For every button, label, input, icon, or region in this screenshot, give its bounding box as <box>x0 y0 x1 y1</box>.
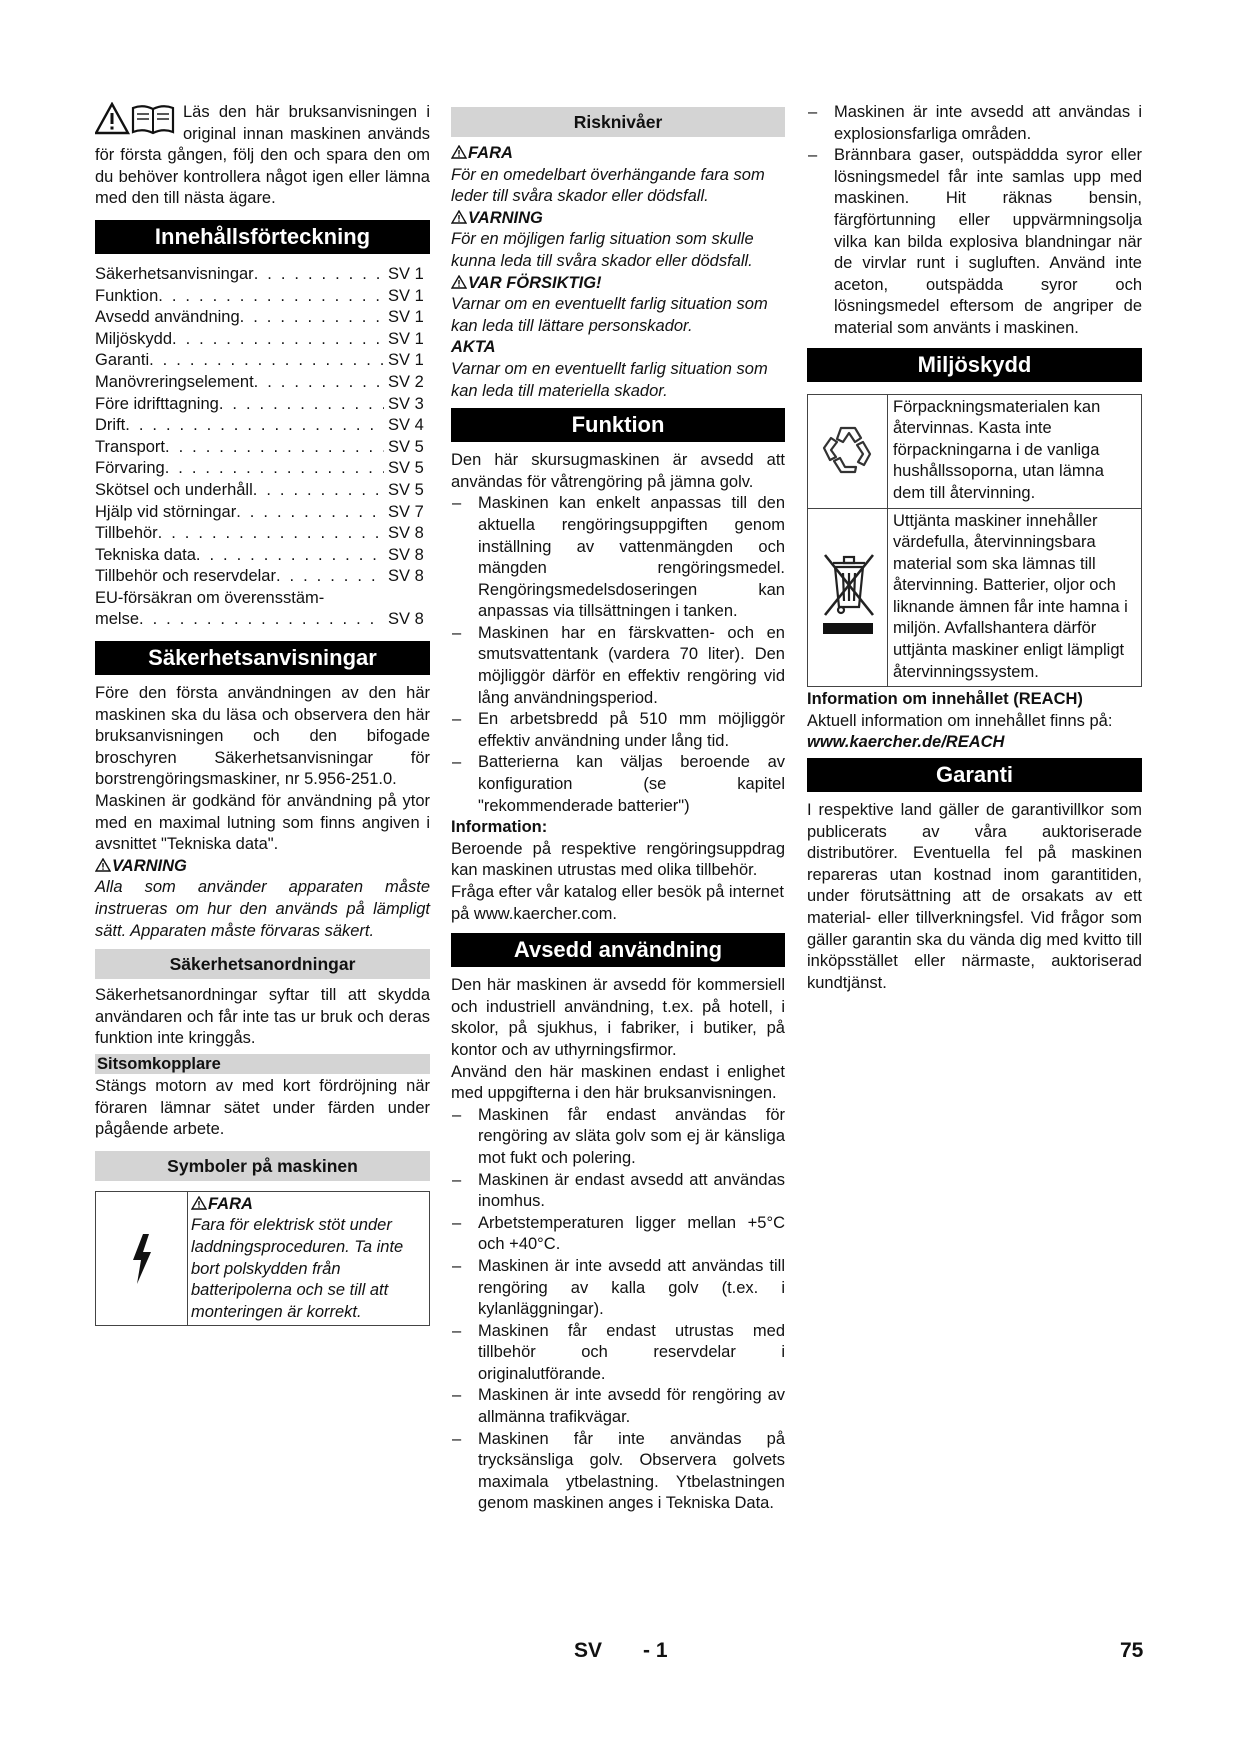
crossed-bin-icon <box>817 547 879 647</box>
column-left <box>95 102 430 1326</box>
environment-table <box>807 394 1142 688</box>
info-label: Information: <box>451 818 548 837</box>
warning-triangle-icon <box>451 275 467 289</box>
safety-devices-heading: Säkerhetsanordningar <box>95 949 430 979</box>
warning-label: VARNING <box>95 856 430 878</box>
toc-heading: Innehållsförteckning <box>95 220 430 254</box>
info-paragraph: Fråga efter vår katalog eller besök på internet på www.kaercher.com. <box>451 883 784 923</box>
list-item: – En arbetsbredd på 510 mm möjliggör effektiv användning under lång tid. <box>451 709 785 752</box>
list-item: – Brännbara gaser, outspäddda syror eller lösningsmedel får inte samlas upp med maskinen. Hit räknas bensin, färgförtunning eller uppvärmningsolja vilka kan bilda explosiva blandningar när de virvlar runt i sugluften. Använd inte aceton, outspädda syror och lösningsmedel eftersom de angriper de material som använts i maskinen. <box>807 145 1142 339</box>
disposal-text: Uttjänta maskiner innehåller värdefulla, återvinningsbara material som ska lämnas till återvinning. Batterier, oljor och liknande ämnen får inte hamna i miljön. Avfallshantera därför uttjänta maskiner enligt lämpligt återvinningssystem. <box>893 511 1128 681</box>
list-item: – Maskinen är endast avsedd att användas inomhus. <box>451 1170 785 1213</box>
intended-paragraph: Den här maskinen är avsedd för kommersiell och industriell användning, t.ex. på hotell, i skolor, på sjukhus, i fabriker, i butiker, på kontor och av uthyrningsfirmor. <box>451 976 785 1059</box>
symbol-warning-title: FARA <box>208 1194 253 1213</box>
toc-item[interactable]: Tekniska data . . . SV 8 <box>95 545 430 567</box>
warning-text: Alla som använder apparaten måste instrueras om hur den används på lämpligt sätt. Apparaten måste förvaras säkert. <box>95 878 430 940</box>
environment-row <box>808 395 1141 508</box>
list-item: – Maskinen har en färskvatten- och en smutsvattentank (vardera 70 liter). Den möjliggör därför en effektiv rengöring vid lång användningsperiod. <box>451 623 785 709</box>
footer-section-page: - 1 <box>643 1639 668 1662</box>
toc-item[interactable]: EU-försäkran om överensstäm- melse . . . SV 8 <box>95 588 430 631</box>
toc-item[interactable]: Säkerhetsanvisningar . . . SV 1 <box>95 264 430 286</box>
toc-item[interactable]: Miljöskydd . . . SV 1 <box>95 329 430 351</box>
list-item: – Maskinen kan enkelt anpassas till den aktuella rengöringsuppgiften genom inställning av vattenmängden och mängden rengöringsmedel. Rengöringsmedelsdoseringen kan anpassas via tillsättningen i tanken. <box>451 493 785 623</box>
list-item: – Maskinen får endast utrustas med tillbehör och reservdelar i originalutförande. <box>451 1321 785 1386</box>
toc-item[interactable]: Tillbehör och reservdelar . . . SV 8 <box>95 566 430 588</box>
reach-link[interactable]: www.kaercher.de/REACH <box>807 733 1005 752</box>
reach-heading: Information om innehållet (REACH) <box>807 690 1083 709</box>
intended-paragraph: Använd den här maskinen endast i enlighet med uppgifterna i den här bruksanvisningen. <box>451 1062 785 1103</box>
symbol-table <box>95 1191 430 1327</box>
list-item: – Maskinen får inte användas på trycksänsliga golv. Observera golvets maximala ytbelastning. Ytbelastningen genom maskinen anges i Tekniska Data. <box>451 1429 785 1515</box>
seat-switch-text: Stängs motorn av med kort fördröjning när föraren lämnar sätet under färden under pågående arbete. <box>95 1076 430 1139</box>
toc-item[interactable]: Avsedd användning . . . SV 1 <box>95 307 430 329</box>
toc-item[interactable]: Funktion . . . SV 1 <box>95 286 430 308</box>
symbol-icon-cell <box>96 1192 188 1326</box>
function-heading: Funktion <box>451 408 785 442</box>
disposal-icon-cell <box>808 509 888 687</box>
warning-and-manual-icon <box>95 102 177 136</box>
list-item: – Batterierna kan väljas beroende av konfiguration (se kapitel "rekommenderade batterier") <box>451 752 785 817</box>
toc-item[interactable]: Tillbehör . . . SV 8 <box>95 523 430 545</box>
list-item: – Maskinen får endast användas för rengöring av släta golv som ej är känsliga mot fukt och polering. <box>451 1105 785 1170</box>
recycle-icon <box>817 422 879 480</box>
intro-block <box>95 102 430 210</box>
column-right <box>807 102 1142 994</box>
warning-triangle-icon <box>451 145 467 159</box>
symbol-text-cell <box>188 1192 429 1326</box>
column-middle <box>451 102 785 1515</box>
toc-item[interactable]: Drift . . . SV 4 <box>95 415 430 437</box>
list-item: – Maskinen är inte avsedd att användas i explosionsfarliga områden. <box>807 102 1142 145</box>
environment-heading: Miljöskydd <box>807 348 1142 382</box>
warning-triangle-icon <box>451 210 467 224</box>
footer-page-number: 75 <box>1120 1639 1144 1662</box>
reach-text: Aktuell information om innehållet finns på: <box>807 711 1113 730</box>
risk-level: AKTA Varnar om en eventuellt farlig situation som kan leda till materiella skador. <box>451 338 768 400</box>
symbol-warning-text: Fara för elektrisk stöt under laddningsproceduren. Ta inte bort polskydden från batteripolerna och se till att monteringen är korrekt. <box>191 1216 404 1321</box>
function-intro: Den här skursugmaskinen är avsedd att användas för våtrengöring på jämna golv. <box>451 451 785 491</box>
recycle-text: Förpackningsmaterialen kan återvinnas. Kasta inte förpackningarna i de vanliga hushållssoporna, utan lämna dem till återvinning. <box>893 397 1104 502</box>
list-item: – Maskinen är inte avsedd för rengöring av allmänna trafikvägar. <box>451 1385 785 1428</box>
toc-list <box>95 264 430 631</box>
safety-paragraph: Maskinen är godkänd för användning på ytor med en maximal lutning som finns angiven i avsnittet "Tekniska data". <box>95 792 430 854</box>
toc-item[interactable]: Garanti . . . SV 1 <box>95 350 430 372</box>
warning-triangle-icon <box>95 858 111 872</box>
safety-heading: Säkerhetsanvisningar <box>95 641 430 675</box>
info-paragraph: Beroende på respektive rengöringsuppdrag kan maskinen utrustas med olika tillbehör. <box>451 839 785 880</box>
lightning-bolt-icon <box>129 1232 155 1286</box>
safety-paragraph: Före den första användningen av den här maskinen ska du läsa och observera den här bruksanvisningen och den bifogade broschyren Säkerhetsanvisningar för borstrengöringsmaskiner, nr 5.956-251.0. <box>95 684 430 789</box>
safety-devices-text: Säkerhetsanordningar syftar till att skydda användaren och får inte tas ur bruk och deras funktion inte kringgås. <box>95 986 430 1048</box>
recycle-icon-cell <box>808 395 888 508</box>
toc-item[interactable]: Förvaring . . . SV 5 <box>95 458 430 480</box>
intended-use-heading: Avsedd användning <box>451 933 785 967</box>
risk-heading: Risknivåer <box>451 107 785 137</box>
footer-language: SV <box>574 1639 603 1662</box>
environment-row <box>808 508 1141 687</box>
list-item: – Arbetstemperaturen ligger mellan +5°C och +40°C. <box>451 1213 785 1256</box>
toc-item[interactable]: Transport . . . SV 5 <box>95 437 430 459</box>
risk-level: VARNING För en möjligen farlig situation som skulle kunna leda till svåra skador eller dödsfall. <box>451 208 754 270</box>
risk-level: VAR FÖRSIKTIG! Varnar om en eventuellt farlig situation som kan leda till lättare personskador. <box>451 273 768 335</box>
toc-item[interactable]: Skötsel och underhåll . . . SV 5 <box>95 480 430 502</box>
intro-text: Läs den här bruksanvisningen i original innan maskinen används för första gången, följ den och spara den om du behöver kontrollera något igen eller lämna med den till nästa ägare. <box>95 103 430 208</box>
seat-switch-heading: Sitsomkopplare <box>95 1054 430 1074</box>
warranty-text: I respektive land gäller de garantivillkor som publicerats av våra auktoriserade distributörer. Eventuella fel på maskinen repareras utan kostnad inom garantitiden, under förutsättning att de orsakats av ett material- eller tillverkningsfel. Vid frågor som gäller garantin ska du vända dig med kvitto till inköpsstället eller närmaste, auktoriserad kundtjänst. <box>807 801 1142 992</box>
toc-item[interactable]: Manövreringselement . . . SV 2 <box>95 372 430 394</box>
warranty-heading: Garanti <box>807 758 1142 792</box>
symbols-heading: Symboler på maskinen <box>95 1151 430 1181</box>
risk-level: FARA För en omedelbart överhängande fara som leder till svåra skador eller dödsfall. <box>451 144 765 206</box>
warning-triangle-icon <box>191 1196 207 1210</box>
toc-item[interactable]: Före idrifttagning . . . SV 3 <box>95 394 430 416</box>
toc-item[interactable]: Hjälp vid störningar . . . SV 7 <box>95 502 430 524</box>
list-item: – Maskinen är inte avsedd att användas till rengöring av kalla golv (t.ex. i kylanläggningar). <box>451 1256 785 1321</box>
